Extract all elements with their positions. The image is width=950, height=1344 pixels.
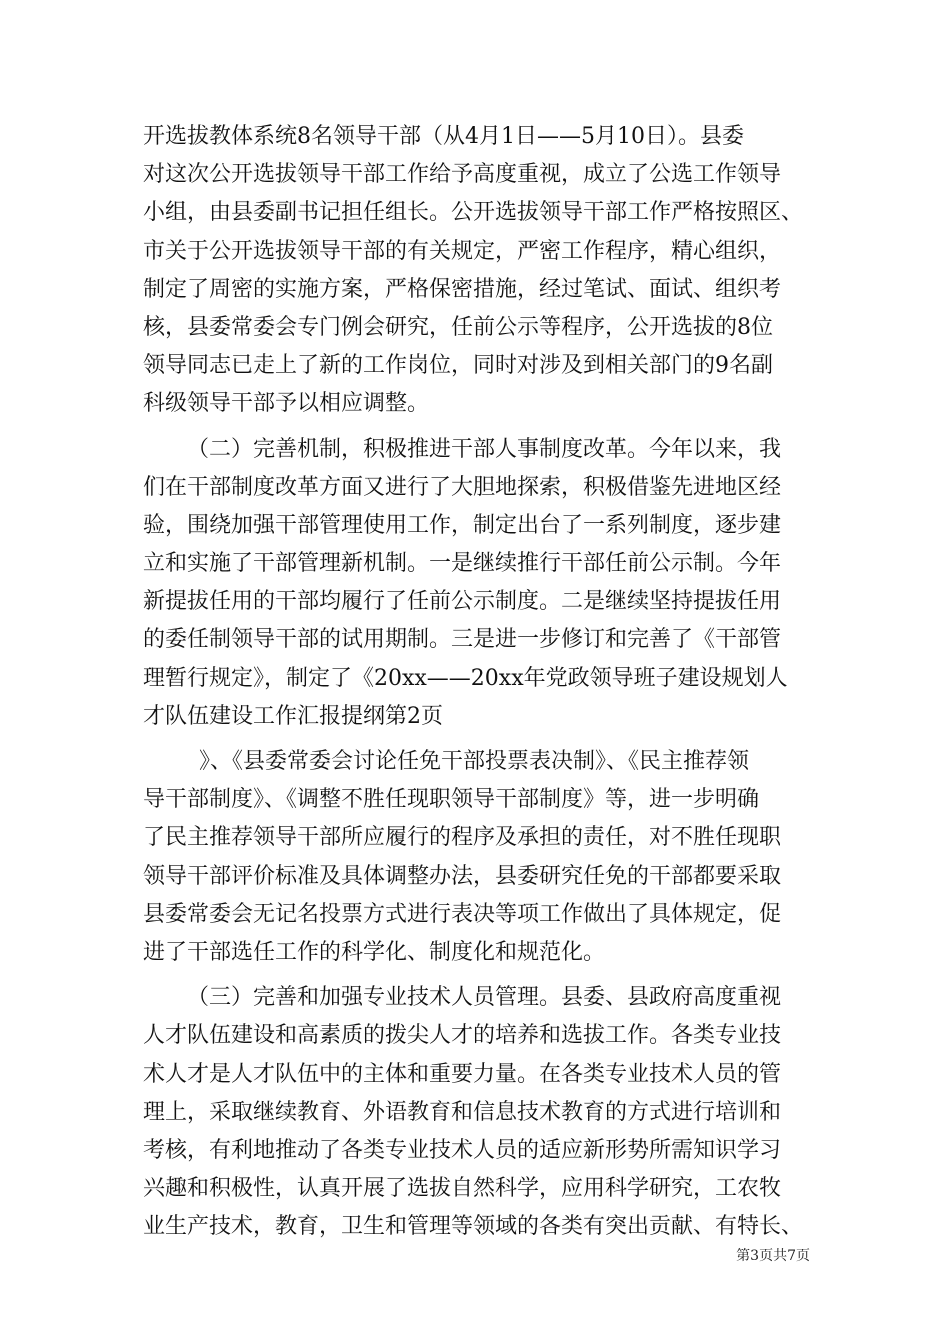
- text-line: 验，围绕加强干部管理使用工作，制定出台了一系列制度，逐步建: [143, 512, 782, 538]
- text-line: 的委任制领导干部的试用期制。三是进一步修订和完善了《干部管: [143, 627, 782, 653]
- text-line: 考核，有利地推动了各类专业技术人员的适应新形势所需知识学习: [143, 1137, 782, 1163]
- text-line: 导干部制度》、《调整不胜任现职领导干部制度》等，进一步明确: [143, 787, 760, 813]
- text-line: 才队伍建设工作汇报提纲第2页: [143, 703, 443, 729]
- page-number: 第3页共7页: [736, 1248, 810, 1264]
- text-line: 》、《县委常委会讨论任免干部投票表决制》、《民主推荐领: [199, 749, 750, 774]
- text-line: 新提拔任用的干部均履行了任前公示制度。二是继续坚持提拔任用: [143, 589, 782, 615]
- text-line: 进了干部选任工作的科学化、制度化和规范化。: [143, 939, 606, 965]
- paragraph-3: [143, 743, 815, 972]
- text-line: 人才队伍建设和高素质的拨尖人才的培养和选拔工作。各类专业技: [143, 1023, 782, 1049]
- text-line: 理暂行规定》，制定了《20xx——20xx年党政领导班子建设规划人: [143, 665, 788, 691]
- text-line: 理上，采取继续教育、外语教育和信息技术教育的方式进行培训和: [143, 1099, 782, 1125]
- text-line: 县委常委会无记名投票方式进行表决等项工作做出了具体规定，促: [143, 901, 782, 927]
- text-line: 们在干部制度改革方面又进行了大胆地探索，积极借鉴先进地区经: [143, 474, 782, 500]
- text-line: 对这次公开选拔领导干部工作给予高度重视，成立了公选工作领导: [143, 162, 782, 188]
- text-line: 制定了周密的实施方案，严格保密措施，经过笔试、面试、组织考: [143, 276, 782, 302]
- text-line: 科级领导干部予以相应调整。: [143, 391, 430, 417]
- text-line: 领导干部评价标准及具体调整办法，县委研究任免的干部都要采取: [143, 863, 782, 889]
- text-line: （三）完善和加强专业技术人员管理。县委、县政府高度重视: [187, 985, 782, 1011]
- paragraph-gap: [143, 972, 815, 979]
- text-line: 核，县委常委会专门例会研究，任前公示等程序，公开选拔的8位: [143, 314, 773, 340]
- text-line: 领导同志已走上了新的工作岗位，同时对涉及到相关部门的9名副: [143, 353, 773, 379]
- text-line: 兴趣和积极性，认真开展了选拔自然科学，应用科学研究，工农牧: [143, 1176, 782, 1202]
- text-line: 小组，由县委副书记担任组长。公开选拔领导干部工作严格按照区、: [143, 200, 804, 226]
- text-line: （二）完善机制，积极推进干部人事制度改革。今年以来，我: [187, 436, 782, 462]
- paragraph-gap: [143, 424, 815, 431]
- text-line: 立和实施了干部管理新机制。一是继续推行干部任前公示制。今年: [143, 551, 782, 577]
- paragraph-4: [143, 979, 815, 1246]
- text-line: 市关于公开选拔领导干部的有关规定，严密工作程序，精心组织，: [143, 238, 782, 264]
- document-body: [143, 118, 815, 1246]
- text-line: 业生产技术，教育，卫生和管理等领域的各类有突出贡献、有特长、: [143, 1214, 804, 1240]
- text-line: 了民主推荐领导干部所应履行的程序及承担的责任，对不胜任现职: [143, 825, 782, 851]
- paragraph-1: [143, 118, 815, 424]
- text-line: 开选拔教体系统8名领导干部（从4月1日——5月10日）。县委: [143, 124, 744, 149]
- paragraph-2: [143, 431, 815, 737]
- text-line: 术人才是人才队伍中的主体和重要力量。在各类专业技术人员的管: [143, 1061, 782, 1087]
- paragraph-gap: [143, 736, 815, 743]
